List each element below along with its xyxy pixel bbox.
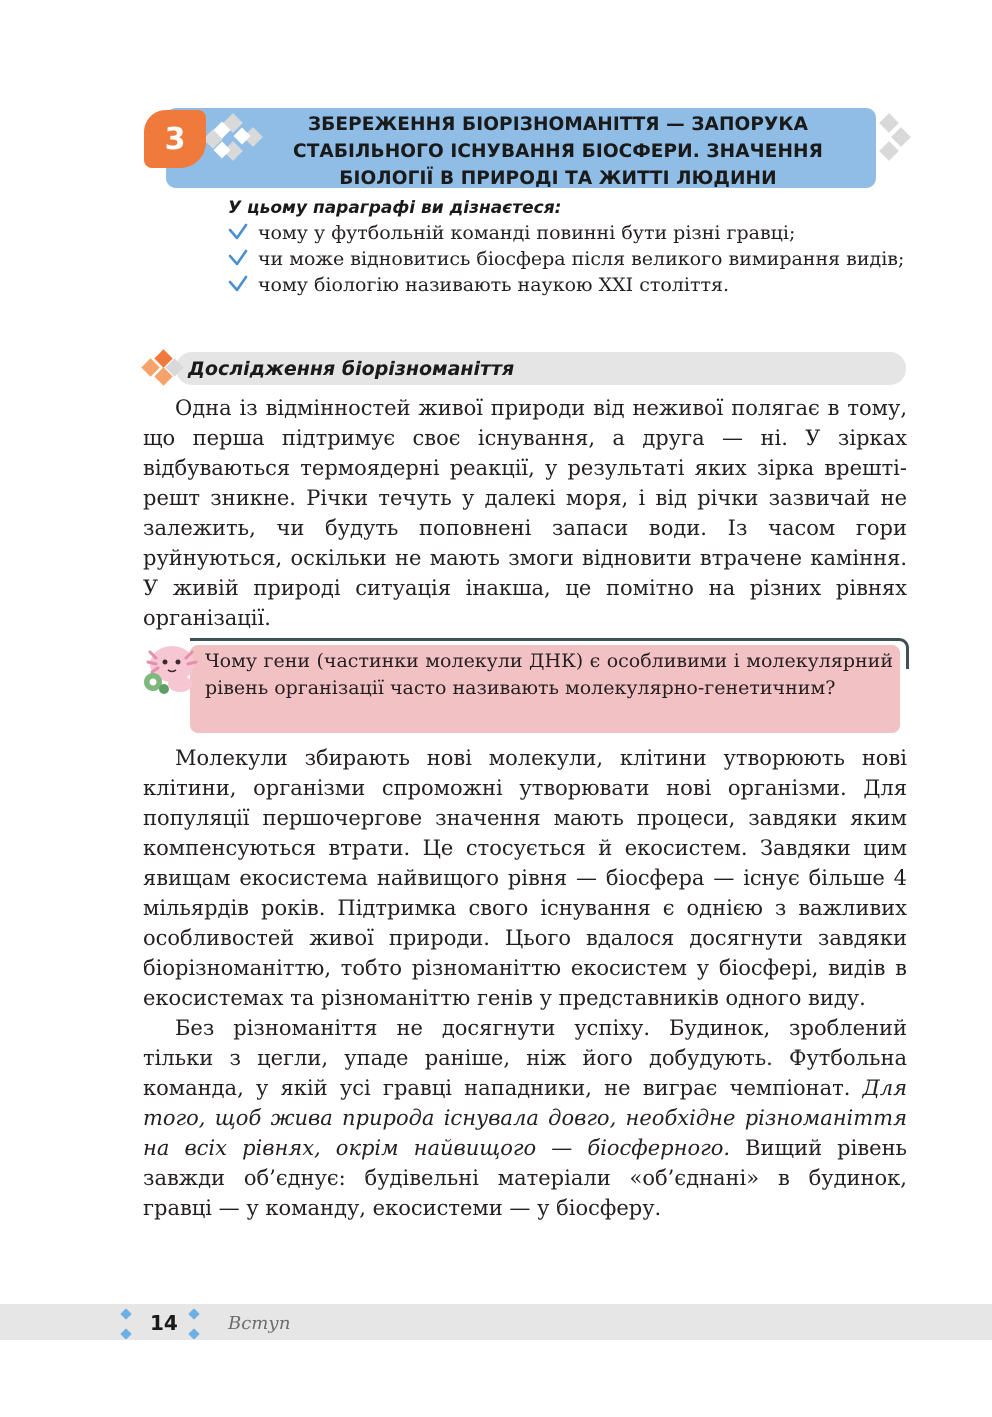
learning-goals-heading: У цьому параграфі ви дізнаєтеся: — [228, 198, 562, 218]
check-icon — [228, 223, 248, 241]
goal-item — [228, 220, 908, 246]
goal-item — [228, 272, 908, 298]
goal-text: чи може відновитись біосфера після великого вимирання видів; — [258, 248, 905, 270]
paragraph-text-end: Вищий рівень завжди об’єднує: будівельні матеріали «об’єднані» в будинок, гравці — у команду, екосистеми — у біосферу. — [143, 1136, 907, 1220]
paragraph-3 — [143, 1013, 907, 1223]
check-icon — [228, 275, 248, 293]
paragraph-text: Одна із відмінностей живої природи від неживої полягає в тому, що перша підтримує своє існування, а друга — ні. У зірках відбуваються термоядерні реакції, у результаті яких зірка врешті-решт зникне. Річки течуть у далекі моря, і від річки зазвичай не залежить, чи будуть поповнені запаси води. Із часом гори руйнуються, оскільки не мають змоги відновити втрачене каміння. У живій природі ситуація інакша, це помітно на різних рівнях організації. — [143, 396, 907, 630]
body-paragraphs — [143, 743, 907, 1223]
paragraph-emphasis: Для того, щоб жива природа існувала довго, необхідне різноманіття на всіх рівнях, окрім найвищого — біосферного. — [143, 1076, 907, 1160]
paragraph-text: Молекули збирають нові молекули, клітини утворюють нові клітини, організми спроможні утворювати нові організми. Для популяції першочергове значення мають процеси, завдяки яким компенсуються втрати. Це стосується й екосистем. Завдяки цим явищам екосистема найвищого рівня — біосфера — існує більше 4 мільярдів років. Підтримка свого існування є однією з важливих особливостей живої природи. Цього вдалося досягнути завдяки біорізноманіттю, тобто різноманіттю екосистем у біосфері, видів в екосистемах та різноманіттю генів у представників одного виду. — [143, 746, 907, 1010]
goal-text: чому біологію називають наукою XXI століття. — [258, 274, 730, 296]
paragraph-title: ЗБЕРЕЖЕННЯ БІОРІЗНОМАНІТТЯ — ЗАПОРУКА СТАБІЛЬНОГО ІСНУВАННЯ БІОСФЕРИ. ЗНАЧЕННЯ БІОЛОГІЇ В ПРИРОДІ ТА ЖИТТІ ЛЮДИНИ — [293, 114, 823, 189]
check-icon — [228, 249, 248, 267]
section-diamond-icon — [140, 348, 186, 388]
section-title: Дослідження біорізноманіття — [188, 358, 515, 380]
page-number: 14 — [150, 1311, 178, 1335]
header-diamond-pattern-left — [196, 108, 268, 168]
page-footer — [0, 1304, 992, 1340]
body-paragraph-1 — [143, 393, 907, 633]
axolotl-mascot-icon — [140, 640, 198, 696]
learning-goals — [228, 198, 908, 298]
goal-item — [228, 246, 908, 272]
goal-text: чому у футбольній команді повинні бути різні гравці; — [258, 222, 796, 244]
footer-section-name: Вступ — [228, 1313, 291, 1334]
paragraph-number-badge: 3 — [144, 110, 206, 168]
header-diamond-pattern-right — [876, 108, 916, 168]
question-text: Чому гени (частинки молекули ДНК) є особливими і молекулярний рівень організації часто називають молекулярно-генетичним? — [205, 650, 893, 699]
paragraph-text-start: Без різноманіття не досягнути успіху. Будинок, зроблений тільки з цегли, упаде раніше, ніж його добудують. Футбольна команда, у якій усі гравці нападники, не виграє чемпіонат. — [143, 1016, 907, 1100]
